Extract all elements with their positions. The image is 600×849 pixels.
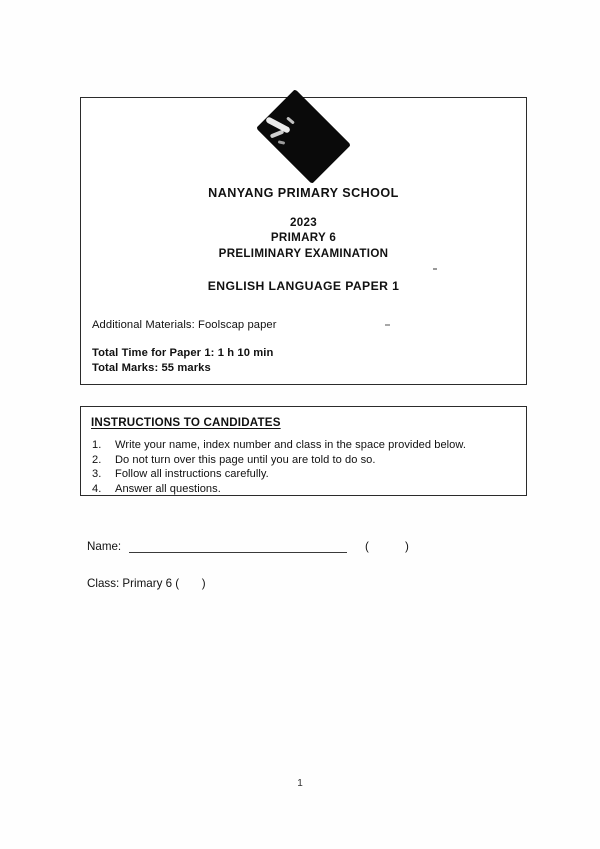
- page-number: 1: [297, 778, 303, 789]
- list-item: [89, 467, 518, 482]
- index-paren-open: (: [365, 540, 369, 553]
- name-input[interactable]: [129, 552, 347, 553]
- index-paren-close[interactable]: ): [405, 540, 409, 553]
- exam-heading-group: [81, 215, 526, 261]
- scan-artifact: [385, 324, 390, 326]
- list-item: [89, 438, 518, 453]
- instructions-box: [80, 406, 527, 496]
- exam-header-box: [80, 97, 527, 385]
- additional-materials: Additional Materials: Foolscap paper: [92, 319, 277, 331]
- list-item: [89, 482, 518, 497]
- list-item-number: 3.: [92, 468, 102, 481]
- list-item-text: Do not turn over this page until you are told to do so.: [115, 453, 376, 466]
- list-item-number: 1.: [92, 439, 102, 451]
- school-logo: [81, 107, 526, 165]
- name-label: Name:: [87, 540, 122, 553]
- school-crest-diamond-icon: [248, 108, 360, 164]
- candidate-fields: [87, 538, 507, 590]
- name-row: [87, 538, 507, 562]
- instructions-title: INSTRUCTIONS TO CANDIDATES: [91, 416, 281, 429]
- paper-title: ENGLISH LANGUAGE PAPER 1: [207, 279, 400, 293]
- list-item-text: Answer all questions.: [115, 482, 221, 495]
- class-input[interactable]: [182, 577, 198, 590]
- list-item-number: 4.: [92, 482, 102, 495]
- exam-type: PRELIMINARY EXAMINATION: [218, 246, 389, 260]
- total-marks: Total Marks: 55 marks: [92, 361, 211, 374]
- total-time: Total Time for Paper 1: 1 h 10 min: [92, 347, 274, 359]
- instructions-list: [89, 438, 518, 496]
- list-item: [89, 453, 518, 468]
- paper-totals-group: [92, 346, 273, 375]
- list-item-number: 2.: [92, 453, 102, 466]
- class-paren-close: ): [201, 577, 206, 590]
- school-name: NANYANG PRIMARY SCHOOL: [208, 186, 399, 200]
- exam-year: 2023: [290, 216, 317, 229]
- list-item-text: Write your name, index number and class in the space provided below.: [115, 439, 466, 451]
- exam-level: PRIMARY 6: [270, 231, 337, 245]
- scan-artifact: [433, 268, 437, 270]
- list-item-text: Follow all instructions carefully.: [115, 468, 269, 481]
- class-label: Class: Primary 6 (: [87, 577, 180, 590]
- class-row: [87, 577, 507, 590]
